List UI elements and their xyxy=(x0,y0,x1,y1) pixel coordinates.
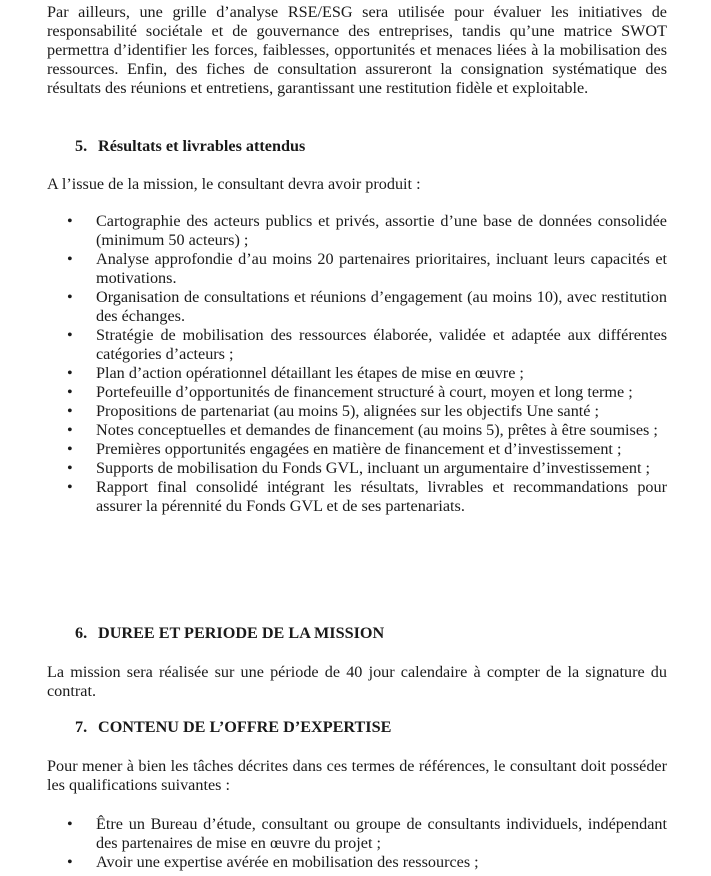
section-7-number: 7. xyxy=(75,718,88,736)
list-item xyxy=(0,364,667,383)
section-6-title: DUREE ET PERIODE DE LA MISSION xyxy=(98,624,385,642)
list-item-text: Être un Bureau d’étude, consultant ou groupe de consultants individuels, indépendant des partenaires de mise en œuvre du projet ; xyxy=(96,815,667,852)
list-item xyxy=(0,421,667,440)
list-item xyxy=(0,326,667,364)
list-item-text: Organisation de consultations et réunions d’engagement (au moins 10), avec restitution des échanges. xyxy=(96,288,667,325)
section-7-intro: Pour mener à bien les tâches décrites dans ces termes de références, le consultant doit posséder les qualifications suivantes : xyxy=(47,757,667,794)
section-7-heading xyxy=(75,718,391,737)
bullet-icon: • xyxy=(67,326,73,344)
section-5-intro: A l’issue de la mission, le consultant devra avoir produit : xyxy=(47,175,421,193)
list-item xyxy=(0,815,667,853)
deliverables-list xyxy=(0,212,667,516)
list-item xyxy=(0,459,667,478)
section-5-number: 5. xyxy=(75,137,88,155)
list-item-text: Notes conceptuelles et demandes de financement (au moins 5), prêtes à être soumises ; xyxy=(96,421,658,439)
section-6-number: 6. xyxy=(75,624,88,642)
section-5-title: Résultats et livrables attendus xyxy=(98,137,306,155)
list-item-text: Supports de mobilisation du Fonds GVL, incluant un argumentaire d’investissement ; xyxy=(96,459,651,477)
list-item-text: Rapport final consolidé intégrant les résultats, livrables et recommandations pour assurer la pérennité du Fonds GVL et de ses partenariats. xyxy=(96,478,667,515)
qualifications-list xyxy=(0,815,667,872)
list-item xyxy=(0,440,667,459)
bullet-icon: • xyxy=(67,478,73,496)
paragraph-analysis-tools: Par ailleurs, une grille d’analyse RSE/ESG sera utilisée pour évaluer les initiatives de responsabilité sociétale et de gouvernance des entreprises, tandis qu’une matrice SWOT permettra d’identifier les forces, faiblesses, opportunités et menaces liées à la mobilisation des ressources. Enfin, des fiches de consultation assureront la consignation systématique des résultats des réunions et entretiens, garantissant une restitution fidèle et exploitable. xyxy=(47,3,667,97)
list-item-text: Propositions de partenariat (au moins 5), alignées sur les objectifs Une santé ; xyxy=(96,402,600,420)
list-item xyxy=(0,212,667,250)
section-6-heading xyxy=(75,624,384,643)
list-item xyxy=(0,402,667,421)
section-5-heading xyxy=(75,137,305,156)
bullet-icon: • xyxy=(67,250,73,268)
list-item xyxy=(0,250,667,288)
list-item-text: Portefeuille d’opportunités de financement structuré à court, moyen et long terme ; xyxy=(96,383,633,401)
list-item xyxy=(0,383,667,402)
list-item-text: Plan d’action opérationnel détaillant les étapes de mise en œuvre ; xyxy=(96,364,524,382)
list-item-text: Premières opportunités engagées en matière de financement et d’investissement ; xyxy=(96,440,622,458)
bullet-icon: • xyxy=(67,402,73,420)
section-6-text: La mission sera réalisée sur une période de 40 jour calendaire à compter de la signature du contrat. xyxy=(47,663,667,700)
list-item xyxy=(0,288,667,326)
bullet-icon: • xyxy=(67,853,73,871)
list-item xyxy=(0,853,667,872)
bullet-icon: • xyxy=(67,364,73,382)
bullet-icon: • xyxy=(67,440,73,458)
list-item-text: Avoir une expertise avérée en mobilisation des ressources ; xyxy=(96,853,479,871)
list-item-text: Cartographie des acteurs publics et privés, assortie d’une base de données consolidée (minimum 50 acteurs) ; xyxy=(96,212,667,249)
bullet-icon: • xyxy=(67,288,73,306)
list-item-text: Analyse approfondie d’au moins 20 partenaires prioritaires, incluant leurs capacités et motivations. xyxy=(96,250,667,287)
list-item xyxy=(0,478,667,516)
bullet-icon: • xyxy=(67,815,73,833)
bullet-icon: • xyxy=(67,459,73,477)
bullet-icon: • xyxy=(67,421,73,439)
list-item-text: Stratégie de mobilisation des ressources élaborée, validée et adaptée aux différentes catégories d’acteurs ; xyxy=(96,326,667,363)
bullet-icon: • xyxy=(67,212,73,230)
section-7-title: CONTENU DE L’OFFRE D’EXPERTISE xyxy=(98,718,392,736)
bullet-icon: • xyxy=(67,383,73,401)
